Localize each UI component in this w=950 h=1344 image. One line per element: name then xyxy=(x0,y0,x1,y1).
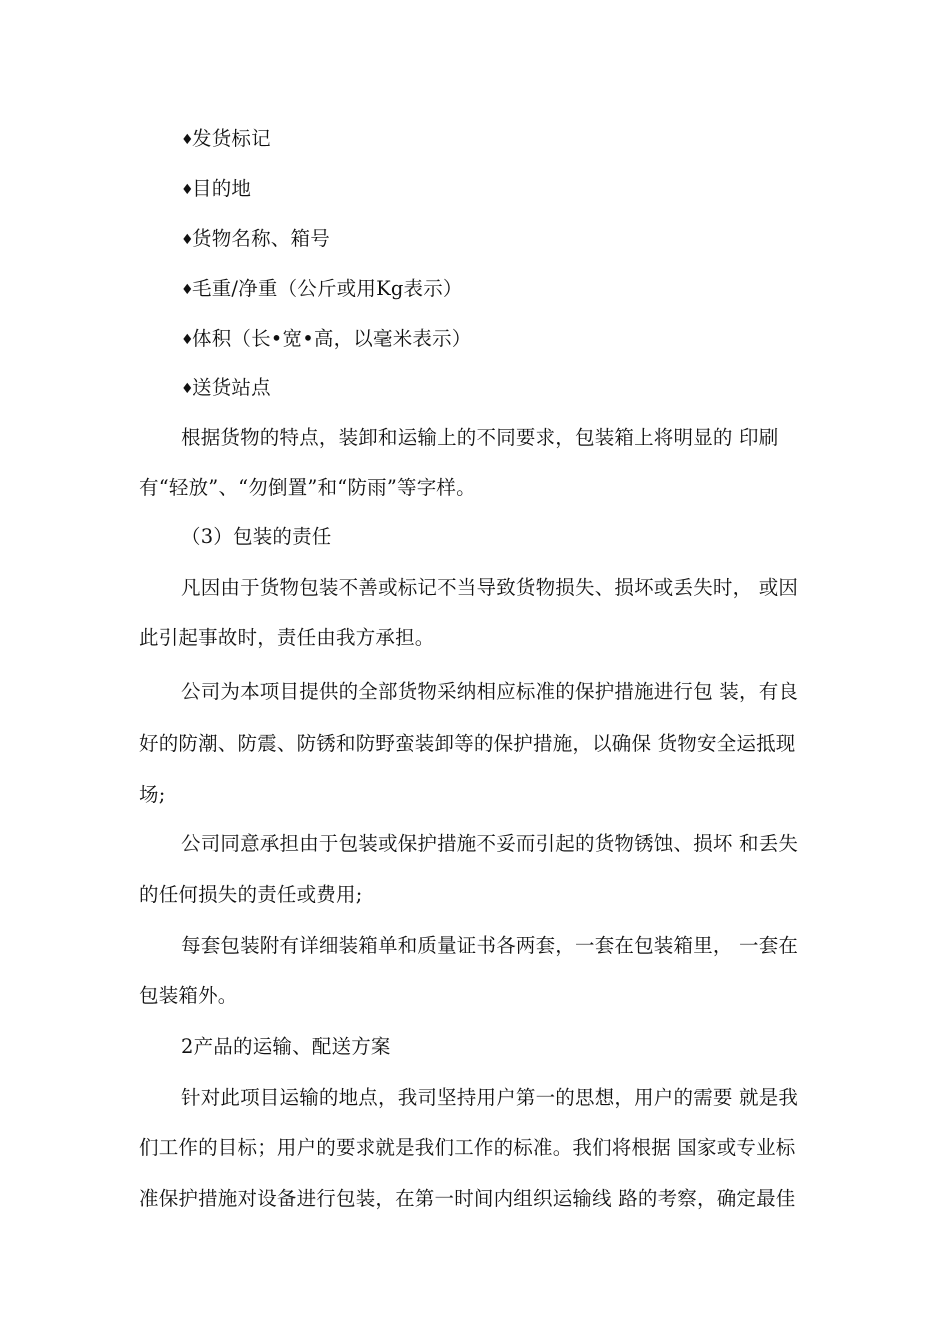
paragraph-line: 们工作的目标；用户的要求就是我们工作的标准。我们将根据 国家或专业标 xyxy=(139,1136,796,1159)
paragraph-line: 场; xyxy=(139,783,166,806)
section-heading: （3）包装的责任 xyxy=(181,525,332,548)
paragraph-line: 此引起事故时，责任由我方承担。 xyxy=(139,626,435,649)
diamond-bullet-icon: ♦ xyxy=(181,132,194,148)
paragraph-line: 根据货物的特点，装卸和运输上的不同要求，包装箱上将明显的 印刷 xyxy=(181,426,779,449)
bullet-item: ♦目的地 xyxy=(181,177,252,200)
paragraph-line: 针对此项目运输的地点，我司坚持用户第一的思想，用户的需要 就是我 xyxy=(181,1086,799,1109)
paragraph-line: 准保护措施对设备进行包装，在第一时间内组织运输线 路的考察，确定最佳 xyxy=(139,1187,796,1210)
diamond-bullet-icon: ♦ xyxy=(181,232,194,248)
paragraph-line: 有“轻放”、“勿倒置”和“防雨”等字样。 xyxy=(139,476,476,499)
section-heading: 2产品的运输、配送方案 xyxy=(181,1035,391,1058)
paragraph-line: 凡因由于货物包装不善或标记不当导致货物损失、损坏或丢失时， 或因 xyxy=(181,576,799,599)
bullet-item: ♦毛重/净重（公斤或用Kg表示） xyxy=(181,277,463,300)
paragraph-line: 好的防潮、防震、防锈和防野蛮装卸等的保护措施，以确保 货物安全运抵现 xyxy=(139,732,796,755)
diamond-bullet-icon: ♦ xyxy=(181,381,194,397)
diamond-bullet-icon: ♦ xyxy=(181,332,194,348)
paragraph-line: 的任何损失的责任或费用; xyxy=(139,883,363,906)
bullet-item: ♦体积（长•宽•高，以毫米表示） xyxy=(181,327,472,350)
bullet-item: ♦发货标记 xyxy=(181,127,271,150)
paragraph-line: 公司为本项目提供的全部货物采纳相应标准的保护措施进行包 装，有良 xyxy=(181,680,799,703)
bullet-item: ♦送货站点 xyxy=(181,376,271,399)
paragraph-line: 公司同意承担由于包装或保护措施不妥而引起的货物锈蚀、损坏 和丢失 xyxy=(181,832,799,855)
bullet-item: ♦货物名称、箱号 xyxy=(181,227,330,250)
paragraph-line: 包装箱外。 xyxy=(139,984,238,1007)
diamond-bullet-icon: ♦ xyxy=(181,282,194,298)
paragraph-line: 每套包装附有详细装箱单和质量证书各两套，一套在包装箱里， 一套在 xyxy=(181,934,799,957)
diamond-bullet-icon: ♦ xyxy=(181,182,194,198)
